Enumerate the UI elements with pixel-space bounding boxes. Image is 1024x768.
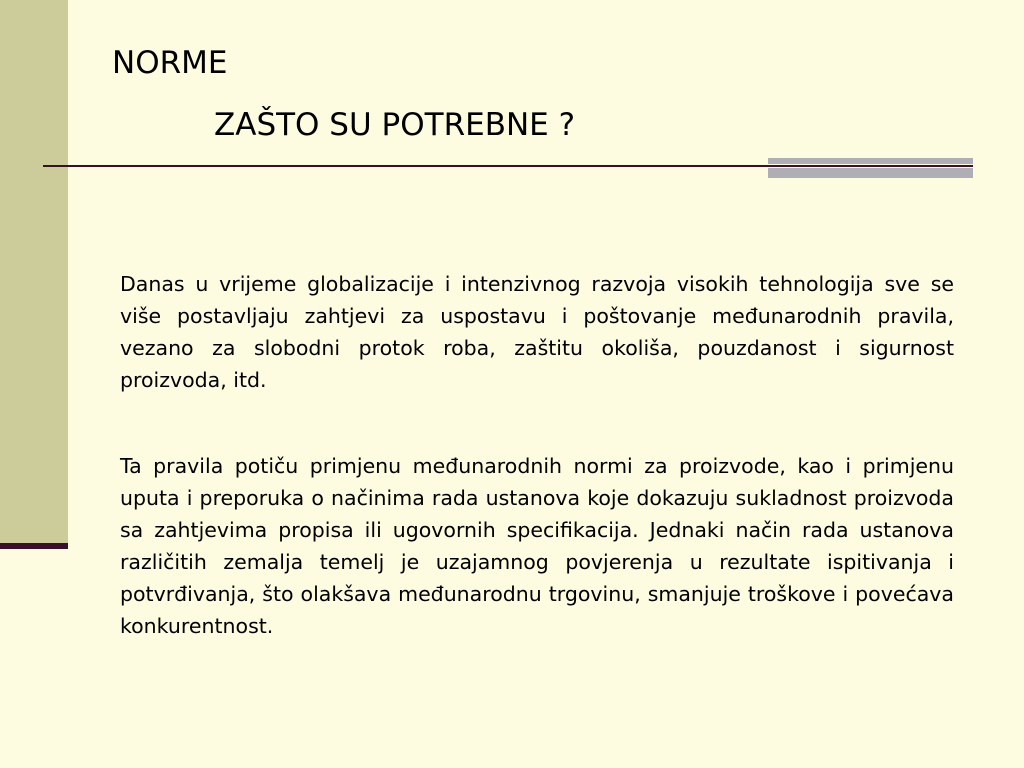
body-paragraph-1: Danas u vrijeme globalizacije i intenzivnog razvoja visokih tehnologija sve se više postavljaju zahtjevi za uspostavu i poštovanje međunarodnih pravila, vezano za slobodni protok roba, zaštitu okoliša, pouzdanost i sigurnost proizvoda, itd.: [120, 272, 954, 392]
title-divider-accent: [768, 158, 973, 178]
left-decor-underline: [0, 543, 68, 549]
divider-accent-band-top: [768, 158, 973, 164]
slide-title: NORME: [112, 45, 228, 81]
left-decor-bar: [0, 0, 68, 543]
body-paragraph-2: Ta pravila potiču primjenu međunarodnih normi za proizvode, kao i primjenu uputa i preporuka o načinima rada ustanova koje dokazuju sukladnost proizvoda sa zahtjevima propisa ili ugovornih specifikacija. Jednaki način rada ustanova različitih zemalja temelj je uzajamnog povjerenja u rezultate ispitivanja i potvrđivanja, što olakšava međunarodnu trgovinu, smanjuje troškove i povećava konkurentnost.: [120, 454, 954, 638]
slide-subtitle: ZAŠTO SU POTREBNE ?: [214, 107, 576, 143]
slide-body: [120, 268, 954, 642]
divider-accent-band-bottom: [768, 168, 973, 178]
